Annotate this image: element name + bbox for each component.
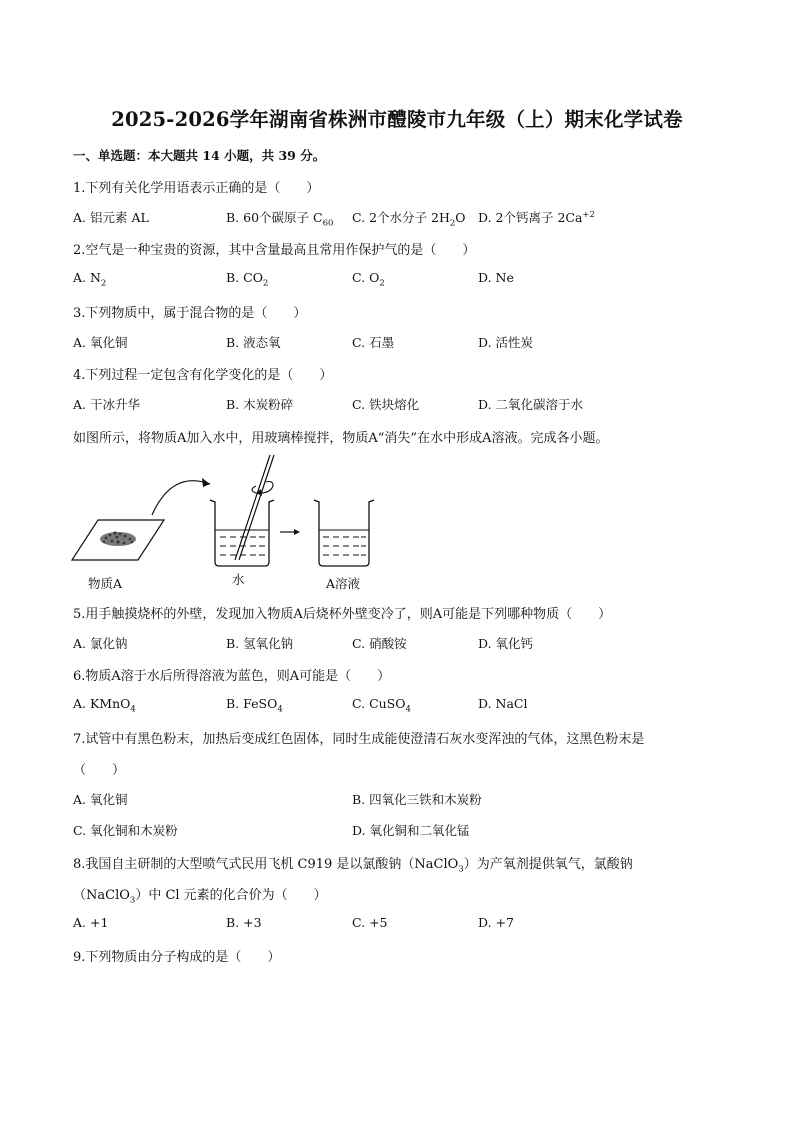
q8-option-c: C. +5 [352, 915, 388, 930]
q8-option-a: A. +1 [73, 915, 109, 930]
q2-option-b: B. $CO_2$ [226, 270, 269, 289]
q4-option-a: A. 干冰升华 [73, 397, 140, 412]
powder-pile [100, 532, 136, 547]
q8-option-b: B. +3 [226, 915, 262, 930]
question-8-stem-cont: （NaClO$_3$）中 Cl 元素的化合价为（ ） [73, 888, 327, 906]
transfer-arrow [152, 481, 210, 515]
question-4-stem: 4.下列过程一定包含有化学变化的是（ ） [73, 368, 333, 383]
question-7-stem: 7.试管中有黑色粉末，加热后变成红色固体，同时生成能使澄清石灰水变浑浊的气体，这黑色粉末是 [73, 732, 645, 747]
q4-option-d: D. 二氧化碳溶于水 [478, 397, 584, 412]
question-3-stem: 3.下列物质中，属于混合物的是（ ） [73, 306, 307, 321]
figure-intro: 如图所示，将物质A加入水中，用玻璃棒搅拌，物质A“消失”在水中形成A溶液。完成各小题。 [73, 431, 609, 446]
q7-option-a: A. 氧化铜 [73, 792, 128, 807]
q4-option-b: B. 木炭粉碎 [226, 397, 294, 412]
question-6-stem: 6.物质A溶于水后所得溶液为蓝色，则A可能是（ ） [73, 669, 391, 684]
q3-option-b: B. 液态氧 [226, 335, 281, 350]
label-substance-a: 物质A [88, 576, 123, 591]
q7-option-c: C. 氧化铜和木炭粉 [73, 823, 178, 838]
q1-option-a: A. 铝元素 AL [73, 210, 149, 225]
q3-option-d: D. 活性炭 [478, 335, 534, 350]
q6-option-d: D. NaCl [478, 696, 528, 711]
section-heading: 一、单选题：本大题共 14 小题，共 39 分。 [73, 148, 326, 163]
glass-rod [235, 455, 274, 560]
q1-option-b: B. 60个碳原子 $C_{60}$ [226, 210, 334, 229]
result-arrowhead [294, 529, 300, 535]
question-9-stem: 9.下列物质由分子构成的是（ ） [73, 950, 281, 965]
q5-option-d: D. 氧化钙 [478, 636, 534, 651]
q2-option-d: D. Ne [478, 270, 514, 285]
beaker-water [210, 500, 274, 566]
q2-option-c: C. $O_2$ [352, 270, 385, 289]
q7-option-b: B. 四氧化三铁和木炭粉 [352, 792, 482, 807]
q6-option-b: B. FeSO$_4$ [226, 696, 283, 715]
q5-option-a: A. 氯化钠 [73, 636, 128, 651]
q1-option-c: C. 2个水分子 $2H_2O$ [352, 210, 466, 229]
q2-option-a: A. $N_2$ [73, 270, 107, 289]
experiment-figure [60, 450, 400, 595]
q7-option-d: D. 氧化铜和二氧化锰 [352, 823, 470, 838]
q5-option-c: C. 硝酸铵 [352, 636, 407, 651]
q5-option-b: B. 氢氧化钠 [226, 636, 294, 651]
page-title: 2025-2026学年湖南省株洲市醴陵市九年级（上）期末化学试卷 [111, 108, 683, 131]
question-2-stem: 2.空气是一种宝贵的资源，其中含量最高且常用作保护气的是（ ） [73, 243, 476, 258]
q4-option-c: C. 铁块熔化 [352, 397, 420, 412]
question-5-stem: 5.用手触摸烧杯的外壁，发现加入物质A后烧杯外壁变冷了，则A可能是下列哪种物质（ ） [73, 607, 612, 622]
label-water: 水 [232, 572, 245, 587]
label-solution-a: A溶液 [326, 576, 361, 591]
q8-option-d: D. +7 [478, 915, 514, 930]
q3-option-a: A. 氧化铜 [73, 335, 128, 350]
beaker-solution [314, 500, 374, 566]
question-8-stem: 8.我国自主研制的大型喷气式民用飞机 C919 是以氯酸钠（NaClO$_3$）为产氧剂提供氧气，氯酸钠 [73, 857, 633, 875]
transfer-arrowhead [202, 478, 210, 487]
question-1-stem: 1.下列有关化学用语表示正确的是（ ） [73, 181, 320, 196]
question-7-stem-cont: （ ） [73, 763, 126, 778]
q3-option-c: C. 石墨 [352, 335, 395, 350]
q6-option-c: C. CuSO$_4$ [352, 696, 411, 715]
q1-option-d: D. 2个钙离子 $2Ca^{+2}$ [478, 209, 595, 225]
q6-option-a: A. KMnO$_4$ [73, 696, 136, 715]
